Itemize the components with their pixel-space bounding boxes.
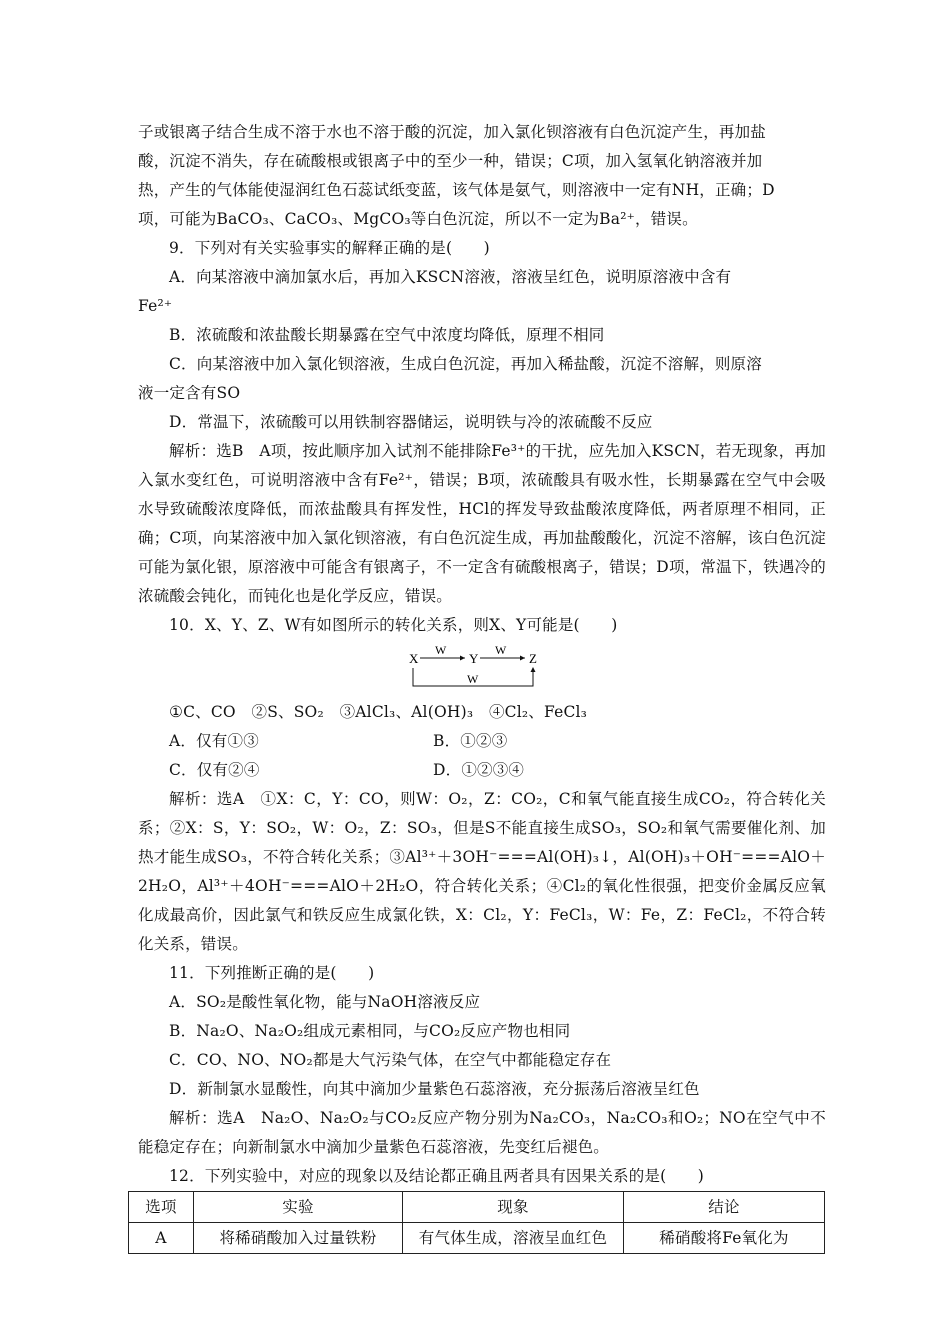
table-cell: 将稀硝酸加入过量铁粉 bbox=[194, 1223, 403, 1254]
question-11: 11．下列推断正确的是( ) bbox=[169, 964, 375, 982]
question-12: 12．下列实验中，对应的现象以及结论都正确且两者具有因果关系的是( ) bbox=[169, 1167, 705, 1185]
text-line: 热，产生的气体能使湿润红色石蕊试纸变蓝，该气体是氨气，则溶液中一定有NH，正确；D bbox=[138, 181, 775, 199]
table-header-cell: 现象 bbox=[403, 1192, 624, 1223]
diagram-x: X bbox=[409, 651, 419, 666]
table-cell: 有气体生成，溶液呈血红色 bbox=[403, 1223, 624, 1254]
conversion-diagram-svg bbox=[407, 641, 557, 697]
q10-choice-row bbox=[138, 727, 826, 756]
q9-option-a: A．向某溶液中滴加氯水后，再加入KSCN溶液，溶液呈红色，说明原溶液中含有 bbox=[169, 268, 732, 286]
q11-option-a: A．SO₂是酸性氧化物，能与NaOH溶液反应 bbox=[169, 993, 481, 1011]
answer-9: 解析：选B A项，按此顺序加入试剂不能排除Fe³⁺的干扰，应先加入KSCN，若无现象，再加入氯水变红色，可说明溶液中含有Fe²⁺，错误；B项，浓硫酸具有吸水性，长期暴露在空气中会吸水导致硫酸浓度降低，而浓盐酸具有挥发性，HCl的挥发导致盐酸浓度降低，两者原理不相同，正确；C项，向某溶液中加入氯化钡溶液，有白色沉淀生成，再加盐酸酸化，沉淀不溶解，该白色沉淀可能为氯化银，原溶液中可能含有银离子，不一定含有硫酸根离子，错误；D项，常温下，铁遇冷的浓硫酸会钝化，而钝化也是化学反应，错误。 bbox=[138, 442, 826, 605]
q9-option-c: C．向某溶液中加入氯化钡溶液，生成白色沉淀，再加入稀盐酸，沉淀不溶解，则原溶 bbox=[169, 355, 762, 373]
answer-11: 解析：选A Na₂O、Na₂O₂与CO₂反应产物分别为Na₂CO₃，Na₂CO₃和O₂；NO在空气中不能稳定存在；向新制氯水中滴加少量紫色石蕊溶液，先变红后褪色。 bbox=[138, 1109, 826, 1156]
question-10: 10．X、Y、Z、W有如图所示的转化关系，则X、Y可能是( ) bbox=[169, 616, 618, 634]
diagram-w2: W bbox=[495, 643, 507, 657]
q10-choice-row bbox=[138, 756, 826, 785]
conversion-diagram bbox=[138, 640, 826, 698]
diagram-y: Y bbox=[469, 651, 479, 666]
table-row bbox=[129, 1223, 825, 1254]
q10-options: ①C、CO ②S、SO₂ ③AlCl₃、Al(OH)₃ ④Cl₂、FeCl₃ bbox=[169, 703, 588, 721]
table-header-row bbox=[129, 1192, 825, 1223]
question-9: 9．下列对有关实验事实的解释正确的是( ) bbox=[169, 239, 490, 257]
text-line: 项，可能为BaCO₃、CaCO₃、MgCO₃等白色沉淀，所以不一定为Ba²⁺，错误。 bbox=[138, 210, 698, 228]
q11-option-d: D．新制氯水显酸性，向其中滴加少量紫色石蕊溶液，充分振荡后溶液呈红色 bbox=[169, 1080, 700, 1098]
table-header-cell: 结论 bbox=[624, 1192, 825, 1223]
diagram-w3: W bbox=[467, 672, 479, 686]
diagram-z: Z bbox=[529, 651, 538, 666]
table-cell: 稀硝酸将Fe氧化为 bbox=[624, 1223, 825, 1254]
q10-choice-a: A．仅有①③ bbox=[169, 732, 259, 750]
arrowhead-x-z bbox=[531, 667, 536, 672]
q10-choice-d: D．①②③④ bbox=[433, 761, 525, 779]
document-content bbox=[138, 118, 826, 1254]
table-cell: A bbox=[129, 1223, 194, 1254]
diagram-w1: W bbox=[435, 643, 447, 657]
arrowhead-x-y bbox=[460, 656, 465, 661]
table-header-cell: 选项 bbox=[129, 1192, 194, 1223]
q9-option-a-cont: Fe²⁺ bbox=[138, 297, 173, 315]
table-header-cell: 实验 bbox=[194, 1192, 403, 1223]
q10-choice-c: C．仅有②④ bbox=[169, 761, 260, 779]
q10-choice-b: B．①②③ bbox=[433, 732, 508, 750]
text-line: 子或银离子结合生成不溶于水也不溶于酸的沉淀，加入氯化钡溶液有白色沉淀产生，再加盐 bbox=[138, 123, 767, 141]
answer-10: 解析：选A ①X：C，Y：CO，则W：O₂，Z：CO₂，C和氧气能直接生成CO₂，符合转化关系；②X：S，Y：SO₂，W：O₂，Z：SO₃，但是S不能直接生成SO₃，SO₂和氧气需要催化剂、加热才能生成SO₃，不符合转化关系；③Al³⁺＋3OH⁻===Al(OH)₃↓，Al(OH)₃＋OH⁻===AlO＋2H₂O，Al³⁺＋4OH⁻===AlO＋2H₂O，符合转化关系；④Cl₂的氧化性很强，把变价金属反应氧化成最高价，因此氯气和铁反应生成氯化铁，X：Cl₂，Y：FeCl₃，W：Fe，Z：FeCl₂，不符合转化关系，错误。 bbox=[138, 790, 826, 953]
q9-option-d: D．常温下，浓硫酸可以用铁制容器储运，说明铁与冷的浓硫酸不反应 bbox=[169, 413, 653, 431]
q9-option-c-cont: 液一定含有SO bbox=[138, 384, 241, 402]
question-12-table bbox=[128, 1191, 825, 1254]
q11-option-c: C．CO、NO、NO₂都是大气污染气体，在空气中都能稳定存在 bbox=[169, 1051, 612, 1069]
q11-option-b: B．Na₂O、Na₂O₂组成元素相同，与CO₂反应产物也相同 bbox=[169, 1022, 571, 1040]
arrowhead-y-z bbox=[520, 656, 525, 661]
text-line: 酸，沉淀不消失，存在硫酸根或银离子中的至少一种，错误；C项，加入氢氧化钠溶液并加 bbox=[138, 152, 763, 170]
q9-option-b: B．浓硫酸和浓盐酸长期暴露在空气中浓度均降低，原理不相同 bbox=[169, 326, 605, 344]
